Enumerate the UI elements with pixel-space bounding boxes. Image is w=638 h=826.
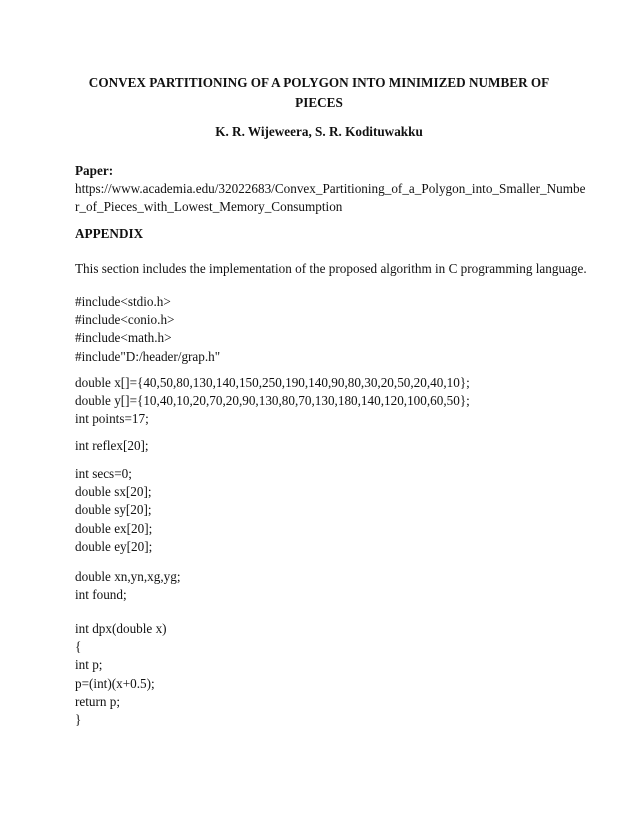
code-line: double sy[20]; <box>75 502 152 518</box>
paper-url-line-2[interactable]: r_of_Pieces_with_Lowest_Memory_Consumption <box>75 199 343 215</box>
code-line: double y[]={10,40,10,20,70,20,90,130,80,70,130,180,140,120,100,60,50}; <box>75 393 470 409</box>
appendix-heading: APPENDIX <box>75 226 144 241</box>
code-line: #include"D:/header/grap.h" <box>75 348 221 364</box>
code-line: } <box>75 712 82 728</box>
paper-label: Paper: <box>75 163 114 178</box>
code-includes <box>75 293 575 366</box>
code-line: double ey[20]; <box>75 538 153 554</box>
code-secs <box>75 465 575 556</box>
code-line: int found; <box>75 587 127 603</box>
code-line: double xn,yn,xg,yg; <box>75 569 181 584</box>
code-globals <box>75 568 575 604</box>
code-line: double x[]={40,50,80,130,140,150,250,190,140,90,80,30,20,50,20,40,10}; <box>75 375 470 390</box>
paper-title <box>60 73 578 113</box>
paper-reference <box>75 162 586 217</box>
code-reflex <box>75 437 575 455</box>
code-line: int points=17; <box>75 411 149 427</box>
code-line: p=(int)(x+0.5); <box>75 675 155 691</box>
code-line: #include<conio.h> <box>75 312 175 328</box>
code-line: { <box>75 639 82 655</box>
code-line: double sx[20]; <box>75 484 152 500</box>
code-line: #include<math.h> <box>75 330 172 346</box>
code-line: int reflex[20]; <box>75 438 149 453</box>
code-line: int dpx(double x) <box>75 621 167 636</box>
paper-url-line-1[interactable]: https://www.academia.edu/32022683/Convex_Partitioning_of_a_Polygon_into_Smaller_Numbe <box>75 181 586 197</box>
code-dpx-function <box>75 620 575 729</box>
code-line: int p; <box>75 657 103 673</box>
paper-title-line-1: CONVEX PARTITIONING OF A POLYGON INTO MINIMIZED NUMBER OF <box>88 75 550 90</box>
paper-authors: K. R. Wijeweera, S. R. Kodituwakku <box>215 124 423 139</box>
appendix-intro: This section includes the implementation of the proposed algorithm in C programming language. <box>75 261 587 276</box>
code-arrays <box>75 374 575 429</box>
paper-title-line-2: PIECES <box>295 95 343 110</box>
code-line: double ex[20]; <box>75 520 153 536</box>
code-line: int secs=0; <box>75 466 132 481</box>
code-line: return p; <box>75 693 121 709</box>
code-line: #include<stdio.h> <box>75 294 171 309</box>
